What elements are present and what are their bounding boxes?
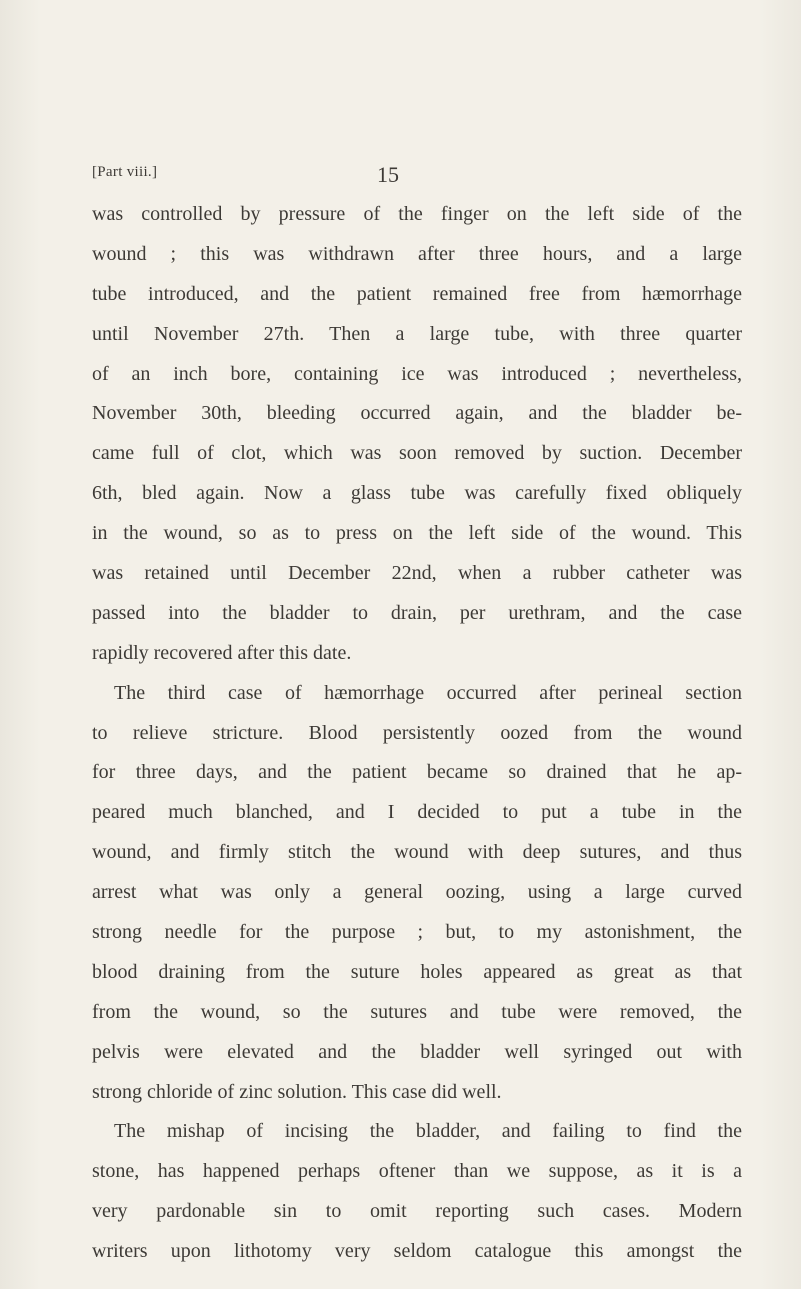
text-line: for three days, and the patient became so drained that he ap- (92, 761, 742, 784)
page-number: 15 (377, 162, 399, 187)
text-line: 6th, bled again. Now a glass tube was carefully fixed obliquely (92, 482, 742, 505)
text-line: strong chloride of zinc solution. This case did well. (92, 1080, 502, 1103)
text-line: rapidly recovered after this date. (92, 641, 352, 664)
text-line: The third case of hæmorrhage occurred after perineal section (114, 681, 742, 704)
text-line: until November 27th. Then a large tube, with three quarter (92, 322, 742, 345)
text-line: wound ; this was withdrawn after three hours, and a large (92, 242, 742, 265)
text-line: was retained until December 22nd, when a rubber catheter was (92, 562, 742, 585)
text-line: of an inch bore, containing ice was introduced ; nevertheless, (92, 362, 742, 385)
text-line: tube introduced, and the patient remained free from hæmorrhage (92, 282, 742, 305)
text-line: in the wound, so as to press on the left side of the wound. This (92, 522, 742, 545)
text-line: very pardonable sin to omit reporting such cases. Modern (92, 1200, 742, 1223)
text-line: arrest what was only a general oozing, using a large curved (92, 881, 742, 904)
part-label: [Part viii.] (92, 164, 158, 180)
text-line: November 30th, bleeding occurred again, and the bladder be- (92, 402, 742, 425)
text-line: to relieve stricture. Blood persistently oozed from the wound (92, 721, 742, 744)
text-line: pelvis were elevated and the bladder well syringed out with (92, 1040, 742, 1063)
body-text (92, 195, 742, 1272)
text-line: stone, has happened perhaps oftener than we suppose, as it is a (92, 1160, 742, 1183)
paragraph-2 (92, 674, 742, 1113)
text-line: writers upon lithotomy very seldom catalogue this amongst the (92, 1240, 742, 1263)
text-line: peared much blanched, and I decided to put a tube in the (92, 801, 742, 824)
paragraph-3 (92, 1112, 742, 1272)
page-header (92, 164, 722, 194)
text-line: wound, and firmly stitch the wound with deep sutures, and thus (92, 841, 742, 864)
paragraph-1 (92, 195, 742, 674)
text-line: blood draining from the suture holes appeared as great as that (92, 960, 742, 983)
text-line: came full of clot, which was soon removed by suction. December (92, 442, 742, 465)
text-line: strong needle for the purpose ; but, to my astonishment, the (92, 921, 742, 944)
text-line: The mishap of incising the bladder, and failing to find the (114, 1120, 742, 1143)
text-line: was controlled by pressure of the finger on the left side of the (92, 203, 742, 225)
text-line: from the wound, so the sutures and tube were removed, the (92, 1000, 742, 1023)
text-line: passed into the bladder to drain, per urethram, and the case (92, 601, 742, 624)
